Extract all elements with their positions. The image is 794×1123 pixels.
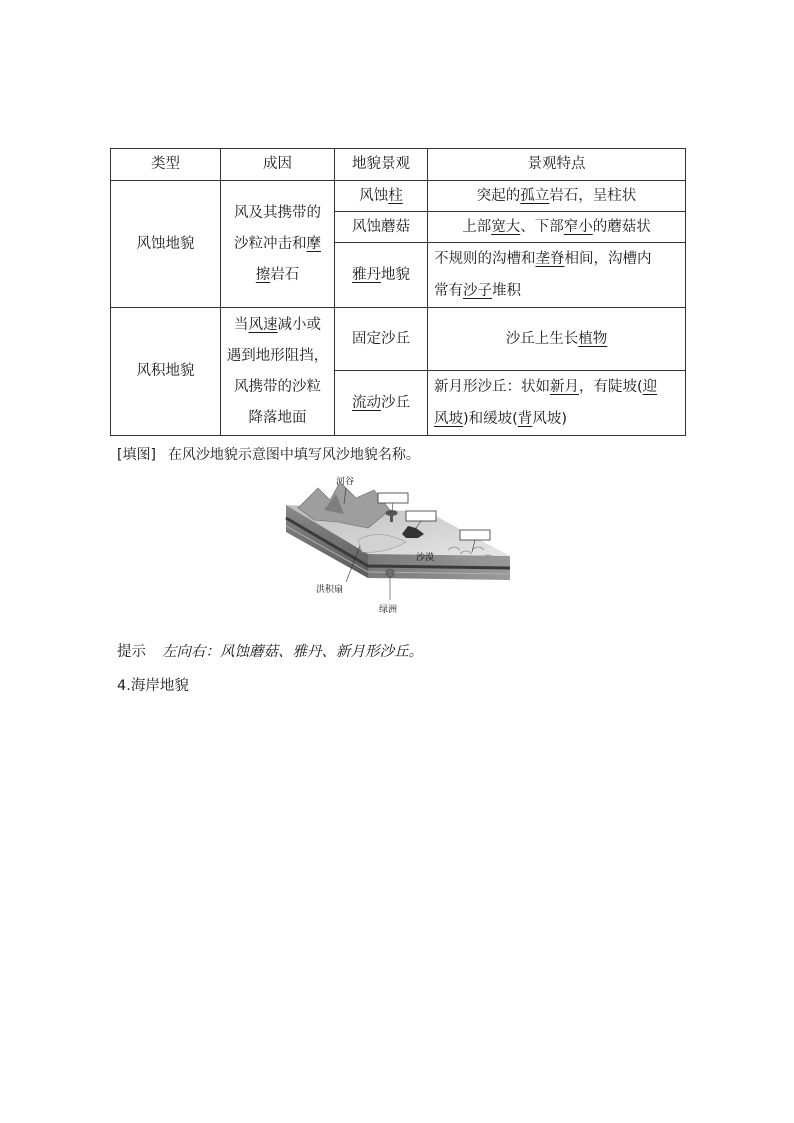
feature-text: 上部 (462, 218, 492, 235)
oasis-mark (386, 569, 394, 577)
feature-text: 相间，沟槽内 (564, 251, 652, 267)
blank-box-right (460, 530, 490, 540)
hint-text: 左向右：风蚀蘑菇、雅丹、新月形沙丘。 (162, 644, 423, 660)
feature-blank: 窄小 (563, 218, 593, 235)
landscape-cell (335, 371, 428, 436)
feature-text: 堆积 (492, 283, 521, 299)
feature-cell (428, 212, 686, 243)
erosion-cause-line1: 风及其携带的 (234, 204, 321, 221)
landscape-blank: 雅丹 (352, 266, 381, 283)
feature-cell (428, 181, 686, 212)
landscape-text: 风蚀 (359, 187, 389, 204)
feature-blank: 植物 (578, 330, 608, 347)
feature-blank: 孤立 (520, 187, 550, 204)
landscape-cell (335, 181, 428, 212)
feature-text: 常有 (434, 283, 463, 299)
erosion-cause-blank: 摩 (306, 235, 321, 252)
landscape-blank: 柱 (388, 187, 403, 204)
fill-figure-text: 在风沙地貌示意图中填写风沙地貌名称。 (167, 447, 420, 463)
landscape-cell (335, 243, 428, 308)
deposition-cause-line2: 遇到地形阻挡， (226, 347, 329, 364)
erosion-cause-text: 岩石 (270, 266, 300, 283)
deposition-cause-line3: 风携带的沙粒 (234, 378, 321, 395)
feature-text: 、下部 (520, 218, 564, 235)
feature-blank: 背 (517, 411, 533, 427)
feature-blank: 新月 (550, 379, 579, 395)
table-row (111, 181, 686, 212)
wind-landform-table (110, 148, 686, 436)
landscape-blank: 流动 (352, 394, 381, 411)
label-oasis: 绿洲 (379, 605, 398, 615)
deposition-cause-line4: 降落地面 (248, 409, 307, 426)
feature-text: )和缓坡( (463, 411, 518, 427)
deposition-type-cell (111, 308, 221, 436)
landscape-text: 地貌 (381, 266, 410, 283)
label-alluvial-fan: 洪积扇 (316, 585, 344, 595)
feature-text: 突起的 (476, 187, 521, 204)
section-heading: 4.海岸地貌 (117, 678, 189, 694)
feature-blank: 迎 (642, 379, 658, 395)
erosion-cause-blank: 擦 (255, 266, 271, 283)
hint-tag: 提示 (117, 644, 146, 660)
feature-text: 新月形沙丘：状如 (434, 379, 550, 395)
mushroom-rock-cap (386, 510, 398, 516)
feature-text: 岩石，呈柱状 (549, 187, 637, 204)
header-type: 类型 (111, 149, 221, 181)
label-desert: 沙漠 (416, 553, 435, 563)
feature-blank: 沙子 (463, 283, 492, 299)
feature-blank: 风坡 (434, 411, 463, 427)
feature-cell (428, 308, 686, 371)
deposition-cause-cell (221, 308, 335, 436)
hint-line (117, 640, 423, 661)
leader-line (392, 503, 393, 511)
feature-text: 的蘑菇状 (592, 218, 651, 235)
blank-box-left (378, 493, 408, 503)
fill-figure-tag: [填图] (117, 447, 156, 463)
table-row (111, 308, 686, 371)
feature-cell (428, 371, 686, 436)
landscape-cell: 固定沙丘 (335, 308, 428, 371)
erosion-type: 风蚀地貌 (136, 235, 195, 252)
header-landscape: 地貌景观 (335, 149, 428, 181)
erosion-cause-cell (221, 181, 335, 308)
feature-blank: 垄脊 (535, 251, 565, 267)
feature-text: ，有陡坡( (579, 379, 643, 395)
fill-figure-caption (117, 444, 420, 464)
header-feature: 景观特点 (428, 149, 686, 181)
deposition-cause-blank: 风速 (248, 316, 278, 333)
feature-text: 不规则的沟槽和 (434, 251, 536, 267)
header-cause: 成因 (221, 149, 335, 181)
landscape-cell: 风蚀蘑菇 (335, 212, 428, 243)
deposition-type: 风积地貌 (136, 363, 195, 379)
landscape-text: 沙丘 (381, 394, 410, 411)
feature-cell (428, 243, 686, 308)
deposition-cause-text: 当 (234, 316, 249, 333)
wind-landform-diagram (278, 470, 518, 625)
feature-text: 沙丘上生长 (505, 330, 579, 347)
label-valley: 河谷 (336, 477, 355, 487)
blank-box-middle (406, 511, 436, 521)
table-header-row (111, 149, 686, 181)
deposition-cause-text: 减小或 (277, 316, 321, 333)
erosion-type-cell (111, 181, 221, 308)
feature-text: 风坡) (532, 411, 567, 427)
erosion-cause-text: 沙粒冲击和 (234, 235, 307, 252)
feature-blank: 宽大 (491, 218, 521, 235)
